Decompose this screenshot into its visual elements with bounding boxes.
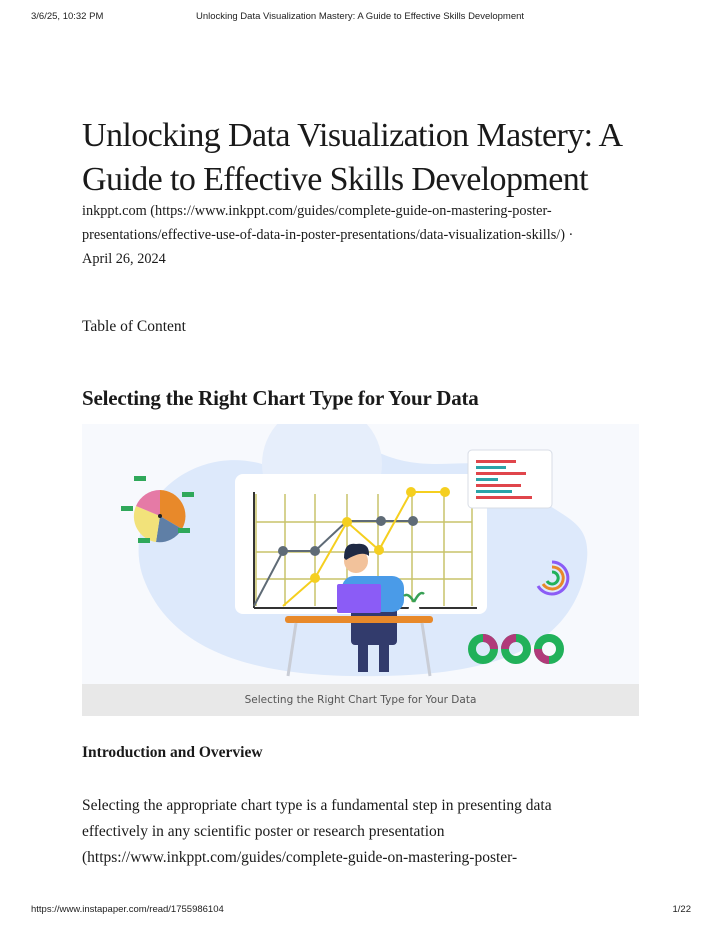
print-footer-url: https://www.instapaper.com/read/1755986104 — [31, 904, 224, 915]
section-heading: Selecting the Right Chart Type for Your Data — [82, 386, 479, 410]
sub-heading: Introduction and Overview — [82, 744, 263, 761]
print-header — [0, 11, 720, 25]
print-page-title: Unlocking Data Visualization Mastery: A Guide to Effective Skills Development — [195, 11, 525, 22]
article-title-line-2: Guide to Effective Skills Development — [82, 161, 588, 198]
print-footer — [0, 904, 720, 918]
publish-date: April 26, 2024 — [82, 251, 166, 267]
table-of-content-label[interactable]: Table of Content — [82, 318, 186, 335]
body-line-2: effectively in any scientific poster or research presentation — [82, 823, 445, 840]
figure-caption: Selecting the Right Chart Type for Your Data — [82, 684, 639, 716]
source-link-line-1[interactable]: inkppt.com (https://www.inkppt.com/guides/complete-guide-on-mastering-poster- — [82, 203, 552, 219]
article-meta[interactable] — [82, 199, 642, 271]
chart-types-illustration — [82, 424, 639, 716]
article-title — [82, 114, 642, 202]
print-datetime: 3/6/25, 10:32 PM — [31, 11, 104, 22]
body-paragraph — [82, 793, 642, 871]
illustration-svg — [82, 424, 639, 684]
article-title-line-1: Unlocking Data Visualization Mastery: A — [82, 117, 623, 154]
body-line-1: Selecting the appropriate chart type is a fundamental step in presenting data — [82, 797, 552, 814]
body-link-line-3[interactable]: (https://www.inkppt.com/guides/complete-guide-on-mastering-poster- — [82, 849, 518, 866]
page-number: 1/22 — [672, 904, 691, 915]
pie-chart — [134, 490, 186, 542]
source-link-line-2[interactable]: presentations/effective-use-of-data-in-poster-presentations/data-visualization-skills/) · — [82, 227, 574, 243]
